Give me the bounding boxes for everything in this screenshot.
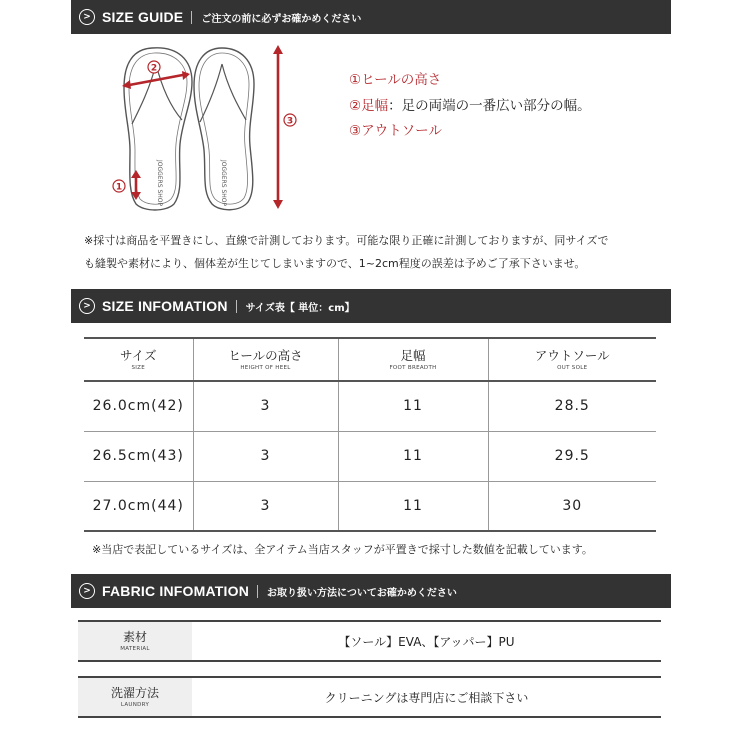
chevron-right-icon: >: [79, 298, 95, 314]
header-foot-breadth: 足幅 FOOT BREADTH: [338, 338, 488, 381]
header-divider: [257, 585, 258, 598]
left-sole-print: JOGGERS SHOP: [156, 160, 163, 207]
cell-foot-breadth: 11: [338, 381, 488, 431]
cell-heel-height: 3: [193, 381, 338, 431]
laundry-value: クリーニングは専門店にご相談下さい: [324, 690, 529, 705]
header-size: サイズ SIZE: [84, 338, 193, 381]
fabric-info-header: [71, 574, 671, 608]
cell-out-sole: 30: [488, 481, 656, 531]
size-info-header: [71, 289, 671, 323]
material-label: 素材 MATERIAL: [78, 622, 192, 660]
svg-text:2: 2: [150, 63, 158, 74]
chevron-right-icon: >: [79, 9, 95, 25]
table-row: [84, 381, 656, 431]
sandal-illustration: [100, 40, 310, 215]
legend-heel-height: ①ヒールの高さ: [349, 72, 442, 88]
laundry-label: 洗濯方法 LAUNDRY: [78, 678, 192, 716]
chevron-right-icon: >: [79, 583, 95, 599]
fabric-info-title: FABRIC INFOMATION: [102, 583, 250, 599]
measurement-note-line2: も縫製や素材により、個体差が生じてしまいますので、1~2cm程度の誤差は予めご了承下さいませ。: [84, 257, 586, 270]
size-info-title: SIZE INFOMATION: [102, 298, 228, 314]
fabric-row-material: [78, 620, 661, 662]
cell-out-sole: 29.5: [488, 431, 656, 481]
size-table-note: ※当店で表記しているサイズは、全アイテム当店スタッフが平置きで採寸した数値を記載しています。: [92, 543, 593, 556]
header-divider: [236, 300, 237, 313]
legend-outsole: ③アウトソール: [349, 123, 442, 139]
fabric-row-laundry: [78, 676, 661, 718]
fabric-info-subtitle: お取り扱い方法についてお確かめください: [267, 587, 457, 599]
svg-text:3: 3: [286, 116, 294, 127]
cell-size: 26.5cm(43): [84, 431, 193, 481]
right-sole-print: JOGGERS SHOP: [220, 160, 227, 207]
size-guide-subtitle: ご注文の前に必ずお確かめください: [201, 13, 362, 25]
cell-out-sole: 28.5: [488, 381, 656, 431]
table-row: [84, 481, 656, 531]
legend-foot-breadth: ②足幅：足の両端の一番広い部分の幅。: [349, 98, 591, 114]
table-row: [84, 431, 656, 481]
size-guide-title: SIZE GUIDE: [102, 9, 184, 25]
measurement-note-line1: ※採寸は商品を平置きにし、直線で計測しております。可能な限り正確に計測しておりますが、同サイズで: [84, 234, 609, 247]
size-table: [84, 337, 656, 532]
material-value: 【ソール】EVA、【アッパー】PU: [338, 634, 515, 649]
header-heel-height: ヒールの高さ HEIGHT OF HEEL: [193, 338, 338, 381]
size-table-header-row: [84, 338, 656, 381]
cell-foot-breadth: 11: [338, 431, 488, 481]
header-divider: [191, 11, 192, 24]
size-info-subtitle: サイズ表【 単位：cm】: [245, 302, 355, 314]
cell-heel-height: 3: [193, 431, 338, 481]
cell-size: 27.0cm(44): [84, 481, 193, 531]
svg-text:1: 1: [115, 182, 123, 193]
header-out-sole: アウトソール OUT SOLE: [488, 338, 656, 381]
cell-size: 26.0cm(42): [84, 381, 193, 431]
size-guide-header: [71, 0, 671, 34]
cell-foot-breadth: 11: [338, 481, 488, 531]
cell-heel-height: 3: [193, 481, 338, 531]
